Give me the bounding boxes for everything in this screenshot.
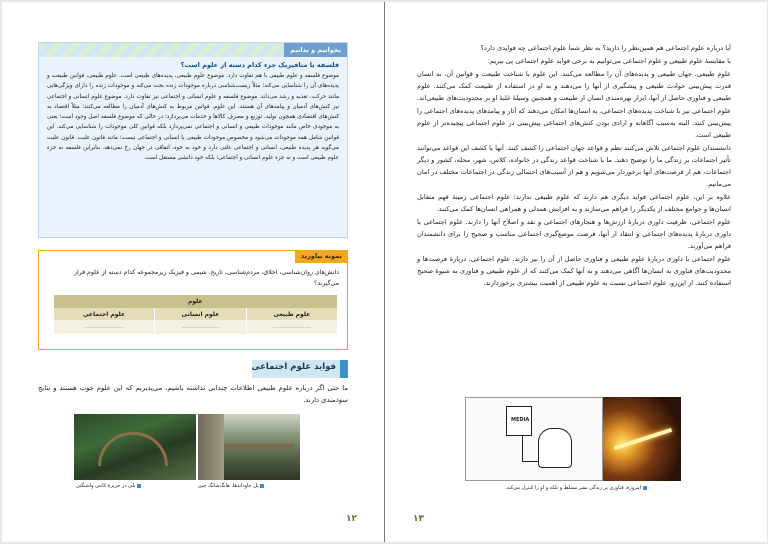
table-column-human: علوم انسانی <box>155 308 247 320</box>
right-page-text <box>417 42 731 290</box>
paragraph: علوم اجتماعی با داوری دربارهٔ علوم طبیعی و فناوری حاصل از آن را نیز دارند. علوم اجتماعی، دربارهٔ فرصت‌ها و محدودیت‌های فناوری به انسان‌ها آگاهی می‌دهند و به آنها کمک می‌کنند که از علوم طبیعی و فناوری به شیوهٔ صحیح استفاده کنند. از این‌رو، علوم اجتماعی نسبت به علوم طبیعی از اهمیت بیشتری برخوردارند. <box>417 255 731 287</box>
table-column-natural: علوم طبیعی <box>246 308 337 320</box>
section-heading <box>252 360 348 378</box>
photo-caption: پلی در جزیرهٔ کانتی واشنگتن <box>76 483 141 489</box>
right-page <box>385 2 767 542</box>
caption-bullet-icon <box>260 484 264 488</box>
paragraph: علوم اجتماعی، ظرفیت داوری دربارهٔ ارزش‌ها و هنجارهای اجتماعی و نقد و اصلاح آنها را دارند. علوم اجتماعی با داوری دربارهٔ پدیده‌های اجتماعی و انتقاد از آنها، فرصت موضع‌گیری اجتماعی مناسب و صحیح را برای دانشمندان فراهم می‌آورند. <box>417 218 731 250</box>
example-box-question: دانش‌های روان‌شناسی، اخلاق، مردم‌شناسی، تاریخ، شیمی و فیزیک زیرمجموعه کدام دسته از علوم قرار می‌گیرند؟ <box>73 269 339 287</box>
bridge-photo-china <box>198 414 300 480</box>
table-blank-cell[interactable]: ........................ <box>54 320 155 334</box>
section-title: فواید علوم اجتماعی <box>251 362 336 372</box>
person-icon <box>538 428 572 468</box>
bridge-beam-shape <box>224 444 294 449</box>
table-column-social: علوم اجتماعی <box>54 308 155 320</box>
photo-caption: پل جاوداندها، هانگ‌شانگ چین <box>198 483 264 489</box>
paragraph: آیا درباره علوم اجتماعی هم همین‌نظر را دارید؟ به نظر شما علوم اجتماعی چه فوایدی دارد؟ <box>480 44 731 52</box>
paragraph: دانشمندان علوم اجتماعی تلاش می‌کنند نظم و قواعد جهان اجتماعی را کشف کنند. آنها با کشف این قواعد می‌توانند تأثیر اجتماعات بر زندگی ما را توضیح دهند. ما با شناخت قواعد زندگی در خانواده، کلاس، شهر، محله، کشور و دیگر اجتماعات، هم از فرصت‌های آنها برخوردار می‌شویم و هم از آسیب‌های احتمالی زندگی در اجتماعات مختلف در امان می‌مانیم. <box>417 144 731 188</box>
caption-bullet-icon <box>137 484 141 488</box>
read-box-tag: بخوانیم و بدانیم <box>284 43 347 57</box>
read-and-learn-box <box>38 42 348 238</box>
example-box <box>38 250 348 350</box>
table-header: علوم <box>54 295 338 308</box>
read-box-body: موضوع فلسفه و علوم طبیعی با هم تفاوت دارد. موضوع علوم طبیعی، پدیده‌های طبیعی است. علوم طبیعی، قوانین طبیعت و پدیده‌های آن را شناسایی می‌کند؛ مثلاً زیست‌شناسی درباره موجودات زنده بحث می‌کند و موجودات زنده را دارای ویژگی‌هایی مانند حرکت، تغذیه و رشد می‌داند. موضوع فلسفه و علوم انسانی و اجتماعی نیز تفاوت دارد. موضوع علوم انسانی و اجتماعی نیز کنش‌های آدمیان و پیامدهای آن هستند. این علوم، قوانین مربوط به کنش‌های آدمیان را مطالعه می‌کنند؛ مثلاً اقتصاد به کنش‌های اقتصادی همچون تولید، توزیع و مصرف کالاها و خدمات می‌پردازد؛ در حالی که موضوع فلسفه اصل وجود است؛ یعنی به موجودی خاص مانند موجودات طبیعی و انسانی و اجتماعی نمی‌پردازد بلکه قوانین کلی موجودات را شناسایی می‌کند. این قوانین شامل همه موجودات می‌شود و مخصوص موجودات طبیعی یا انسانی و اجتماعی نیست؛ مانند قانون علیت. قانون علیت می‌گوید هر پدیده طبیعی، انسانی و اجتماعی علتی دارد و خود به خود، اتفاقی در جهان رخ نمی‌دهد. بنابراین فلسفه نه جزء علوم طبیعی است و نه جزء علوم انسانی و اجتماعی؛ بلکه خود دانشی مستقل است. <box>47 73 339 162</box>
table-blank-cell[interactable]: ........................ <box>246 320 337 334</box>
table-blank-cell[interactable]: ........................ <box>155 320 247 334</box>
section-intro: ما حتی اگر درباره علوم طبیعی اطلاعات چندانی نداشته باشیم، می‌پذیریم که این علوم خوب هستند و نتایج سودمندی دارند. <box>38 384 348 404</box>
bridge-photo-washington <box>74 414 196 480</box>
media-cartoon <box>465 397 603 481</box>
page-number: ۱۲ <box>346 514 357 524</box>
cliff-shape <box>198 414 224 480</box>
paragraph: با مقایسهٔ علوم طبیعی و علوم اجتماعی می‌توانیم به برخی فواید علوم اجتماعی پی ببریم: <box>487 57 731 65</box>
light-ray-shape <box>614 428 672 450</box>
paragraph: علوم اجتماعی نیز با شناخت پدیده‌های اجتماعی، به انسان‌ها امکان می‌دهند که آثار و پیامدهای پدیده‌های اجتماعی را پیش‌بینی کنند. البته به‌سبب آگاهانه و ارادی بودن کنش‌های اجتماعی پیش‌بینی در علوم اجتماعی پیچیده‌تر از علوم طبیعی است. <box>417 107 731 139</box>
caption-bullet-icon <box>643 486 647 490</box>
page-number: ۱۳ <box>413 514 424 524</box>
left-page <box>2 2 384 542</box>
paragraph: علاوه بر این، علوم اجتماعی فواید دیگری هم دارند که علوم طبیعی ندارند؛ علوم اجتماعی زمینهٔ فهم متقابل انسان‌ها و جوامع مختلف از یکدیگر را فراهم می‌سازند و به افزایش همدلی و همراهی انسان‌ها کمک می‌کنند. <box>417 193 731 213</box>
paragraph: علوم طبیعی، جهان طبیعی و پدیده‌های آن را مطالعه می‌کنند. این علوم با شناخت طبیعت و قوانین آن، به انسان قدرت پیش‌بینی حوادث طبیعی و پیشگیری از آنها را می‌دهند و به او در استفاده از طبیعت کمک می‌کنند. علوم طبیعی و فناوری حاصل از آنها، ابزار بهره‌مندی انسان از طبیعت و همچنین وسیلهٔ غلبهٔ او بر محدودیت‌های طبیعی‌اند. <box>416 70 731 102</box>
section-heading-bar <box>340 360 348 378</box>
sciences-table <box>53 295 337 334</box>
bridge-arch-shape <box>98 432 168 466</box>
figure-caption: امروزه، فناوری بر زندگی بشر مسلط و بلکه و او را کنترل می‌کند. <box>505 485 647 491</box>
read-box-question: فلسفه یا متافیزیک جزء کدام دسته از علوم است؟ <box>180 61 339 69</box>
example-box-tag: نمونه بیاورید <box>295 250 348 263</box>
read-box-banner <box>39 43 347 57</box>
tv-label: MEDIA <box>511 417 530 423</box>
tv-icon <box>506 406 532 436</box>
